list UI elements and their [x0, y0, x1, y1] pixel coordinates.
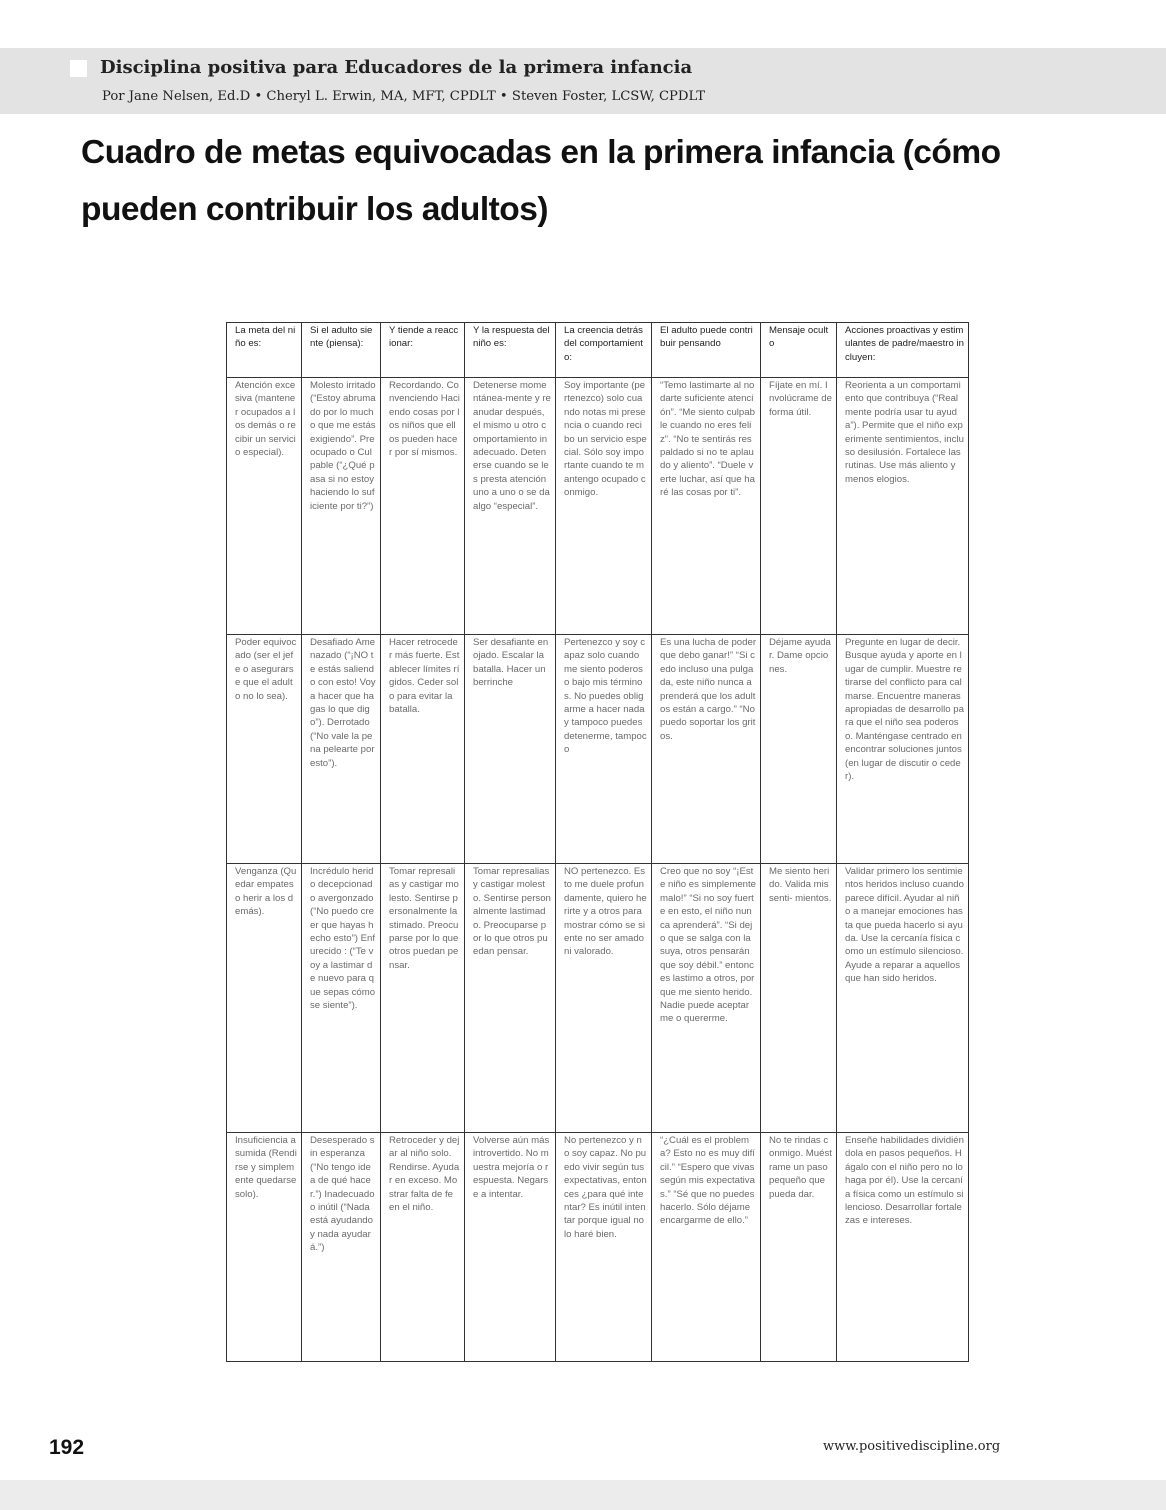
table-cell: Déjame ayudar. Dame opciones.	[761, 635, 837, 864]
table-cell: Es una lucha de poder que debo ganar!” “Si cedo incluso una pulgada, este niño nunca aprenderá que los adultos están a cargo.” “No puedo soportar los gritos.	[652, 635, 761, 864]
table-cell: Ser desafiante enojado. Escalar la batalla. Hacer un berrinche	[465, 635, 556, 864]
table-cell: Pregunte en lugar de decir. Busque ayuda y aporte en lugar de cumplir. Muestre retirarse del conflicto para calmarse. Encuentre maneras apropiadas de desarrollo para que el niño sea poderoso. Manténgase centrado en encontrar soluciones juntos (en lugar de discutir o ceder).	[837, 635, 969, 864]
mistaken-goals-chart	[226, 322, 969, 1362]
table-cell: Pertenezco y soy capaz solo cuando me siento poderoso bajo mis términos. No puedes obligarme a hacer nada y tampoco puedes detenerme, tampoco	[556, 635, 652, 864]
book-header	[0, 48, 1166, 114]
table-row	[227, 1133, 969, 1362]
table-cell: No pertenezco y no soy capaz. No puedo vivir según tus expectativas, entonces ¿para qué intentar? Es inútil intentar porque igual no lo haré bien.	[556, 1133, 652, 1362]
table-cell: Validar primero los sentimientos heridos incluso cuando parece difícil. Ayudar al niño a manejar emociones hasta que pueda hacerlo si ayuda. Use la cercanía física como un estímulo silencioso. Ayude a reparar a aquellos que han sido heridos.	[837, 864, 969, 1133]
table-row	[227, 378, 969, 635]
table-cell: Tomar represalias y castigar molesto. Sentirse personalmente lastimado. Preocuparse por lo que otros puedan pensar.	[381, 864, 465, 1133]
table-cell: Creo que no soy “¡Este niño es simplemente malo!” “Si no soy fuerte en esto, el niño nunca aprenderá”. “Si dejo que se salga con la suya, otros pensarán que soy débil.” entonces lastimo a otros, porque me siento herido. Nadie puede aceptarme o quererme.	[652, 864, 761, 1133]
table-cell: Desafiado Amenazado (“¡NO te estás saliendo con esto! Voy a hacer que hagas lo que digo”). Derrotado (“No vale la pena pelearte por esto”).	[302, 635, 381, 864]
table-cell: Desesperado sin esperanza (“No tengo idea de qué hacer.”) Inadecuado o inútil (“Nada está ayudando y nada ayudará.”)	[302, 1133, 381, 1362]
table-cell: Detenerse momentánea-mente y reanudar después, el mismo u otro comportamiento inadecuado. Detenerse cuando se les presta atención uno a uno o se da algo “especial”.	[465, 378, 556, 635]
header-cell: La creencia detrás del comportamiento:	[556, 323, 652, 378]
table-cell: NO pertenezco. Esto me duele profundamente, quiero herirte y a otros para mostrar cómo se siente no ser amado ni valorado.	[556, 864, 652, 1133]
table-cell: Insuficiencia asumida (Rendirse y simplemente quedarse solo).	[227, 1133, 302, 1362]
header-cell: Acciones proactivas y estimulantes de padre/maestro incluyen:	[837, 323, 969, 378]
header-cell: Y tiende a reaccionar:	[381, 323, 465, 378]
table-cell: Soy importante (pertenezco) solo cuando notas mi presencia o cuando recibo un servicio especial. Sólo soy importante cuando te mantengo ocupado conmigo.	[556, 378, 652, 635]
page-title: Cuadro de metas equivocadas en la primera infancia (cómo pueden contribuir los adultos)	[81, 134, 1001, 228]
table-cell: Poder equivocado (ser el jefe o asegurarse que el adulto no lo sea).	[227, 635, 302, 864]
table-cell: Volverse aún más introvertido. No muestra mejoría o respuesta. Negarse a intentar.	[465, 1133, 556, 1362]
footer-band	[0, 1480, 1166, 1510]
table-cell: No te rindas conmigo. Muéstrame un paso pequeño que pueda dar.	[761, 1133, 837, 1362]
table-cell: Retroceder y dejar al niño solo. Rendirse. Ayudar en exceso. Mostrar falta de fe en el niño.	[381, 1133, 465, 1362]
table-cell: Recordando. Convenciendo Haciendo cosas por los niños que ellos pueden hacer por sí mismos.	[381, 378, 465, 635]
header-square-icon	[70, 60, 87, 77]
table-cell: Incrédulo herido decepcionado avergonzado (“No puedo creer que hayas hecho esto”) Enfurecido : (“Te voy a lastimar de nuevo para que sepas cómo se siente”).	[302, 864, 381, 1133]
table-cell: Hacer retroceder más fuerte. Establecer límites rígidos. Ceder solo para evitar la batalla.	[381, 635, 465, 864]
table-cell: Molesto irritado (“Estoy abrumado por lo mucho que me estás exigiendo”. Preocupado o Culpable (“¿Qué pasa si no estoy haciendo lo suficiente por ti?”)	[302, 378, 381, 635]
table-cell: Reorienta a un comportamiento que contribuya (“Realmente podría usar tu ayuda”). Permite que el niño experimente sentimientos, incluso desilusión. Fortalece las rutinas. Use más aliento y menos elogios.	[837, 378, 969, 635]
table-cell: Atención excesiva (mantener ocupados a los demás o recibir un servicio especial).	[227, 378, 302, 635]
table-cell: Venganza (Quedar empates o herir a los demás).	[227, 864, 302, 1133]
table-row	[227, 864, 969, 1133]
table-cell: “¿Cuál es el problema? Esto no es muy difícil.” “Espero que vivas según mis expectativas.” “Sé que no puedes hacerlo. Sólo déjame encargarme de ello.”	[652, 1133, 761, 1362]
page-number: 192	[49, 1436, 85, 1459]
table-cell: “Temo lastimarte al no darte suficiente atención”. “Me siento culpable cuando no eres feliz”. “No te sentirás respaldado si no te aplaudo y aliento”. “Duele verte luchar, así que haré las cosas por ti”.	[652, 378, 761, 635]
table-cell: Me siento herido. Valida mis senti- mientos.	[761, 864, 837, 1133]
table-header-row	[227, 323, 969, 378]
header-cell: Si el adulto siente (piensa):	[302, 323, 381, 378]
table-cell: Enseñe habilidades dividiéndola en pasos pequeños. Hágalo con el niño pero no lo haga por él). Use la cercanía física como un estímulo silencioso. Desarrollar fortalezas e intereses.	[837, 1133, 969, 1362]
header-cell: La meta del niño es:	[227, 323, 302, 378]
top-margin	[0, 0, 1166, 48]
header-cell: Mensaje oculto	[761, 323, 837, 378]
table-cell: Tomar represalias y castigar molesto. Sentirse personalmente lastimado. Preocuparse por lo que otros puedan pensar.	[465, 864, 556, 1133]
book-title: Disciplina positiva para Educadores de la primera infancia	[100, 57, 693, 78]
book-authors: Por Jane Nelsen, Ed.D • Cheryl L. Erwin, MA, MFT, CPDLT • Steven Foster, LCSW, CPDLT	[102, 89, 705, 104]
header-cell: El adulto puede contribuir pensando	[652, 323, 761, 378]
header-cell: Y la respuesta del niño es:	[465, 323, 556, 378]
table-cell: Fíjate en mí. Involúcrame de forma útil.	[761, 378, 837, 635]
table-row	[227, 635, 969, 864]
website-link[interactable]: www.positivediscipline.org	[823, 1439, 1001, 1454]
